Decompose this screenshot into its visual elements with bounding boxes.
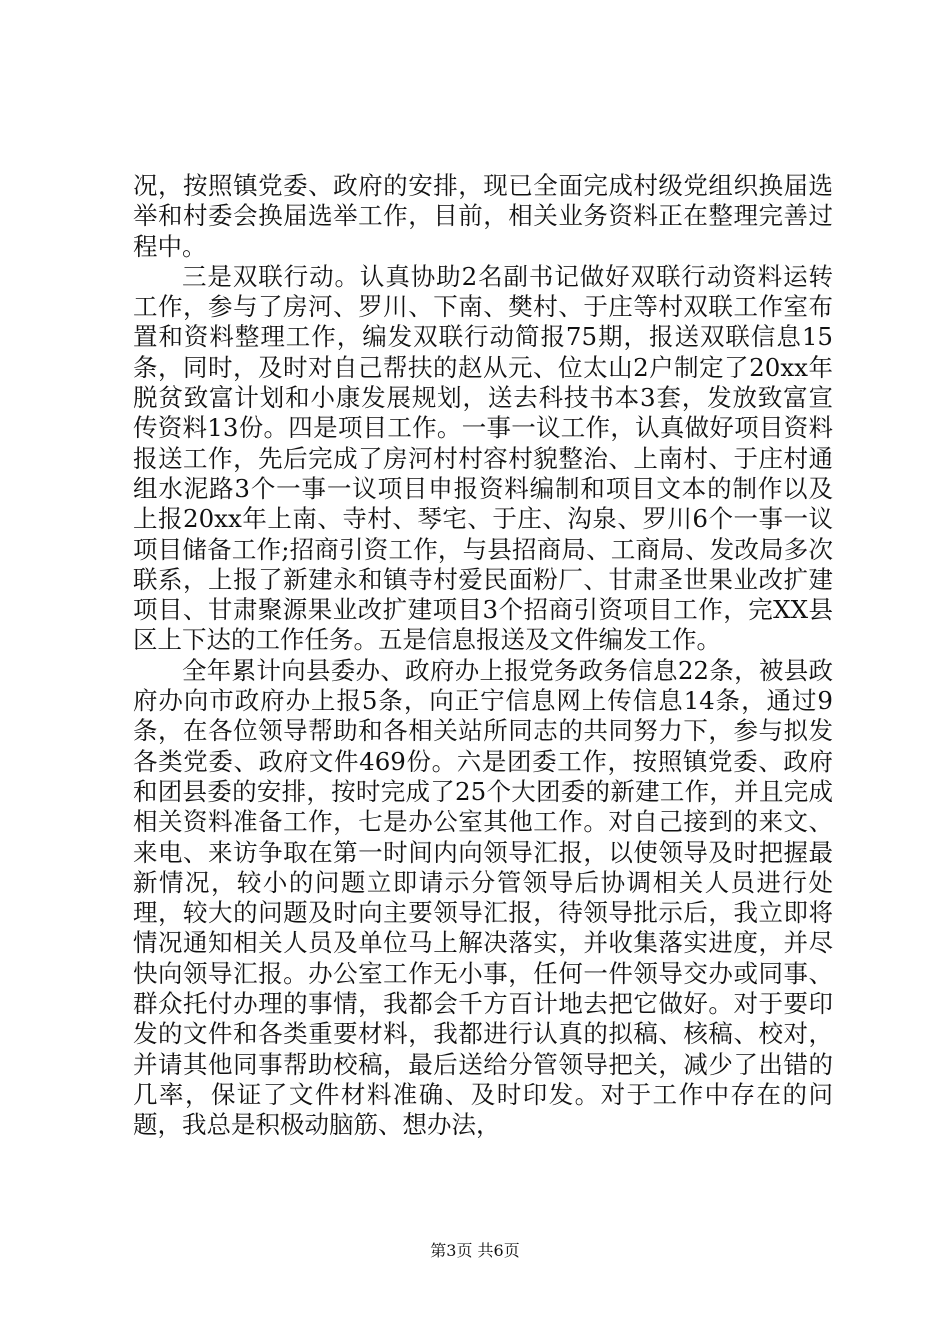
paragraph-1: 况，按照镇党委、政府的安排，现已全面完成村级党组织换届选举和村委会换届选举工作，目前，相关业务资料正在整理完善过程中。 (133, 171, 833, 261)
paragraph-2: 三是双联行动。认真协助2名副书记做好双联行动资料运转工作，参与了房河、罗川、下南、樊村、于庄等村双联工作室布置和资料整理工作，编发双联行动简报75期，报送双联信息15条，同时，及时对自己帮扶的赵从元、位太山2户制定了20xx年脱贫致富计划和小康发展规划，送去科技书本3套，发放致富宣传资料13份。四是项目工作。一事一议工作，认真做好项目资料报送工作，先后完成了房河村村容村貌整治、上南村、于庄村通组水泥路3个一事一议项目申报资料编制和项目文本的制作以及上报20xx年上南、寺村、琴宅、于庄、沟泉、罗川6个一事一议项目储备工作;招商引资工作，与县招商局、工商局、发改局多次联系，上报了新建永和镇寺村爱民面粉厂、甘肃圣世果业改扩建项目、甘肃聚源果业改扩建项目3个招商引资项目工作，完XX县区上下达的工作任务。五是信息报送及文件编发工作。 (133, 261, 833, 655)
page-number-footer: 第3页 共6页 (430, 1241, 520, 1260)
paragraph-3: 全年累计向县委办、政府办上报党务政务信息22条，被县政府办向市政府办上报5条，向正宁信息网上传信息14条，通过9条，在各位领导帮助和各相关站所同志的共同努力下，参与拟发各类党委、政府文件469份。六是团委工作，按照镇党委、政府和团县委的安排，按时完成了25个大团委的新建工作，并且完成相关资料准备工作，七是办公室其他工作。对自己接到的来文、来电、来访争取在第一时间内向领导汇报，以使领导及时把握最新情况，较小的问题立即请示分管领导后协调相关人员进行处理，较大的问题及时向主要领导汇报，待领导批示后，我立即将情况通知相关人员及单位马上解决落实，并收集落实进度，并尽快向领导汇报。办公室工作无小事，任何一件领导交办或同事、群众托付办理的事情，我都会千方百计地去把它做好。对于要印发的文件和各类重要材料，我都进行认真的拟稿、核稿、校对，并请其他同事帮助校稿，最后送给分管领导把关，减少了出错的几率，保证了文件材料准确、及时印发。对于工作中存在的问题，我总是积极动脑筋、想办法， (133, 655, 833, 1140)
document-body (133, 171, 833, 1141)
